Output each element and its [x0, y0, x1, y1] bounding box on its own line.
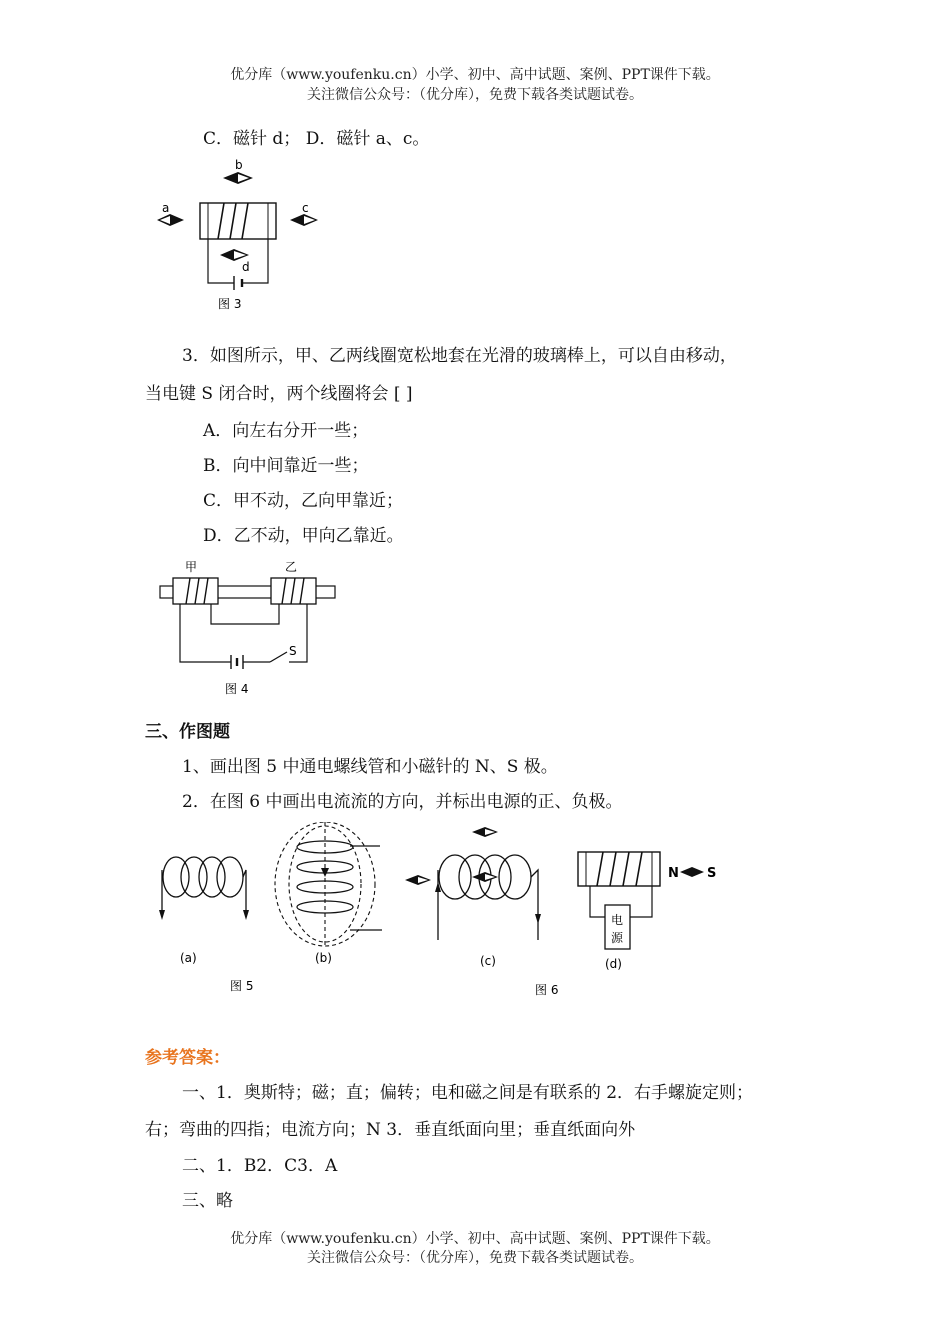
fig3-needle-a	[157, 214, 184, 226]
fig4-label-s: S	[289, 644, 297, 658]
fig6-power-2: 源	[611, 931, 624, 945]
fig6-label-c: (c)	[480, 954, 496, 968]
fig4-inner-wire	[211, 604, 279, 624]
figure-4	[155, 558, 340, 698]
fig3-label-c: c	[302, 201, 309, 215]
header-line-1: 优分库（www.youfenku.cn）小学、初中、高中试题、案例、PPT课件下载。	[230, 67, 720, 83]
fig6c-solenoid	[438, 855, 538, 940]
fig6-power-1: 电	[611, 913, 624, 927]
fig3-circuit-wire	[208, 239, 268, 283]
q3-option-b: B．向中间靠近一些；	[203, 456, 369, 476]
q3-line-1: 3．如图所示，甲、乙两线圈宽松地套在光滑的玻璃棒上，可以自由移动，	[182, 346, 737, 366]
section-3-title: 三、作图题	[145, 722, 230, 742]
fig6c-needle-top	[472, 827, 498, 837]
fig6c-arrow-right	[535, 914, 541, 924]
fig3-label-d: d	[242, 260, 250, 274]
fig3-caption: 图 3	[218, 297, 242, 311]
q2-options-cd: C．磁针 d； D．磁针 a、c。	[203, 129, 430, 149]
fig5a-solenoid	[162, 857, 246, 917]
q3-option-a: A．向左右分开一些；	[203, 421, 369, 441]
footer-line-1: 优分库（www.youfenku.cn）小学、初中、高中试题、案例、PPT课件下载。	[230, 1231, 720, 1247]
fig4-switch	[270, 652, 287, 662]
answers-title: 参考答案：	[145, 1048, 230, 1068]
q3-option-c: C．甲不动，乙向甲靠近；	[203, 491, 404, 511]
fig3-solenoid	[200, 203, 276, 239]
fig5a-arrow-right	[243, 910, 249, 920]
answers-line-4: 三、略	[182, 1191, 233, 1211]
fig5b-solenoid	[297, 841, 382, 930]
fig6d-needle	[680, 867, 704, 877]
section-3-q2: 2．在图 6 中画出电流流的方向，并标出电源的正、负极。	[182, 792, 623, 812]
header-line-2: 关注微信公众号：（优分库），免费下载各类试题试卷。	[307, 87, 643, 103]
fig6c-needle-left	[405, 875, 431, 885]
q3-option-d: D．乙不动，甲向乙靠近。	[203, 526, 404, 546]
fig6-label-s: S	[707, 866, 717, 881]
fig6c-needle-center	[472, 872, 498, 882]
fig6-label-n: N	[668, 866, 679, 881]
fig6-caption: 图 6	[535, 983, 559, 997]
answers-line-1: 一、1．奥斯特；磁；直；偏转；电和磁之间是有联系的 2．右手螺旋定则；	[182, 1083, 754, 1103]
fig3-label-a: a	[162, 201, 170, 215]
fig6-label-d: (d)	[605, 957, 622, 971]
q3-line-2: 当电键 S 闭合时，两个线圈将会 [ ]	[145, 384, 413, 404]
fig6d-solenoid	[578, 852, 660, 886]
fig4-label-yi: 乙	[285, 560, 298, 574]
fig4-outer-wire	[180, 604, 270, 662]
fig5-caption: 图 5	[230, 979, 254, 993]
fig3-needle-c	[290, 214, 318, 226]
fig5-label-a: (a)	[180, 951, 197, 965]
fig4-caption: 图 4	[225, 682, 249, 696]
fig4-label-jia: 甲	[185, 560, 198, 574]
fig3-label-b: b	[235, 158, 243, 172]
answers-line-3: 二、1．B2．C3．A	[182, 1156, 338, 1176]
footer-line-2: 关注微信公众号：（优分库），免费下载各类试题试卷。	[307, 1250, 643, 1266]
fig3-needle-b	[223, 172, 253, 184]
figure-3	[150, 155, 340, 315]
fig5a-arrow-left	[159, 910, 165, 920]
fig5-label-b: (b)	[315, 951, 332, 965]
figures-5-6	[150, 822, 730, 1000]
section-3-q1: 1、画出图 5 中通电螺线管和小磁针的 N、S 极。	[182, 757, 558, 777]
answers-line-2: 右；弯曲的四指；电流方向；N 3．垂直纸面向里；垂直纸面向外	[145, 1120, 636, 1140]
